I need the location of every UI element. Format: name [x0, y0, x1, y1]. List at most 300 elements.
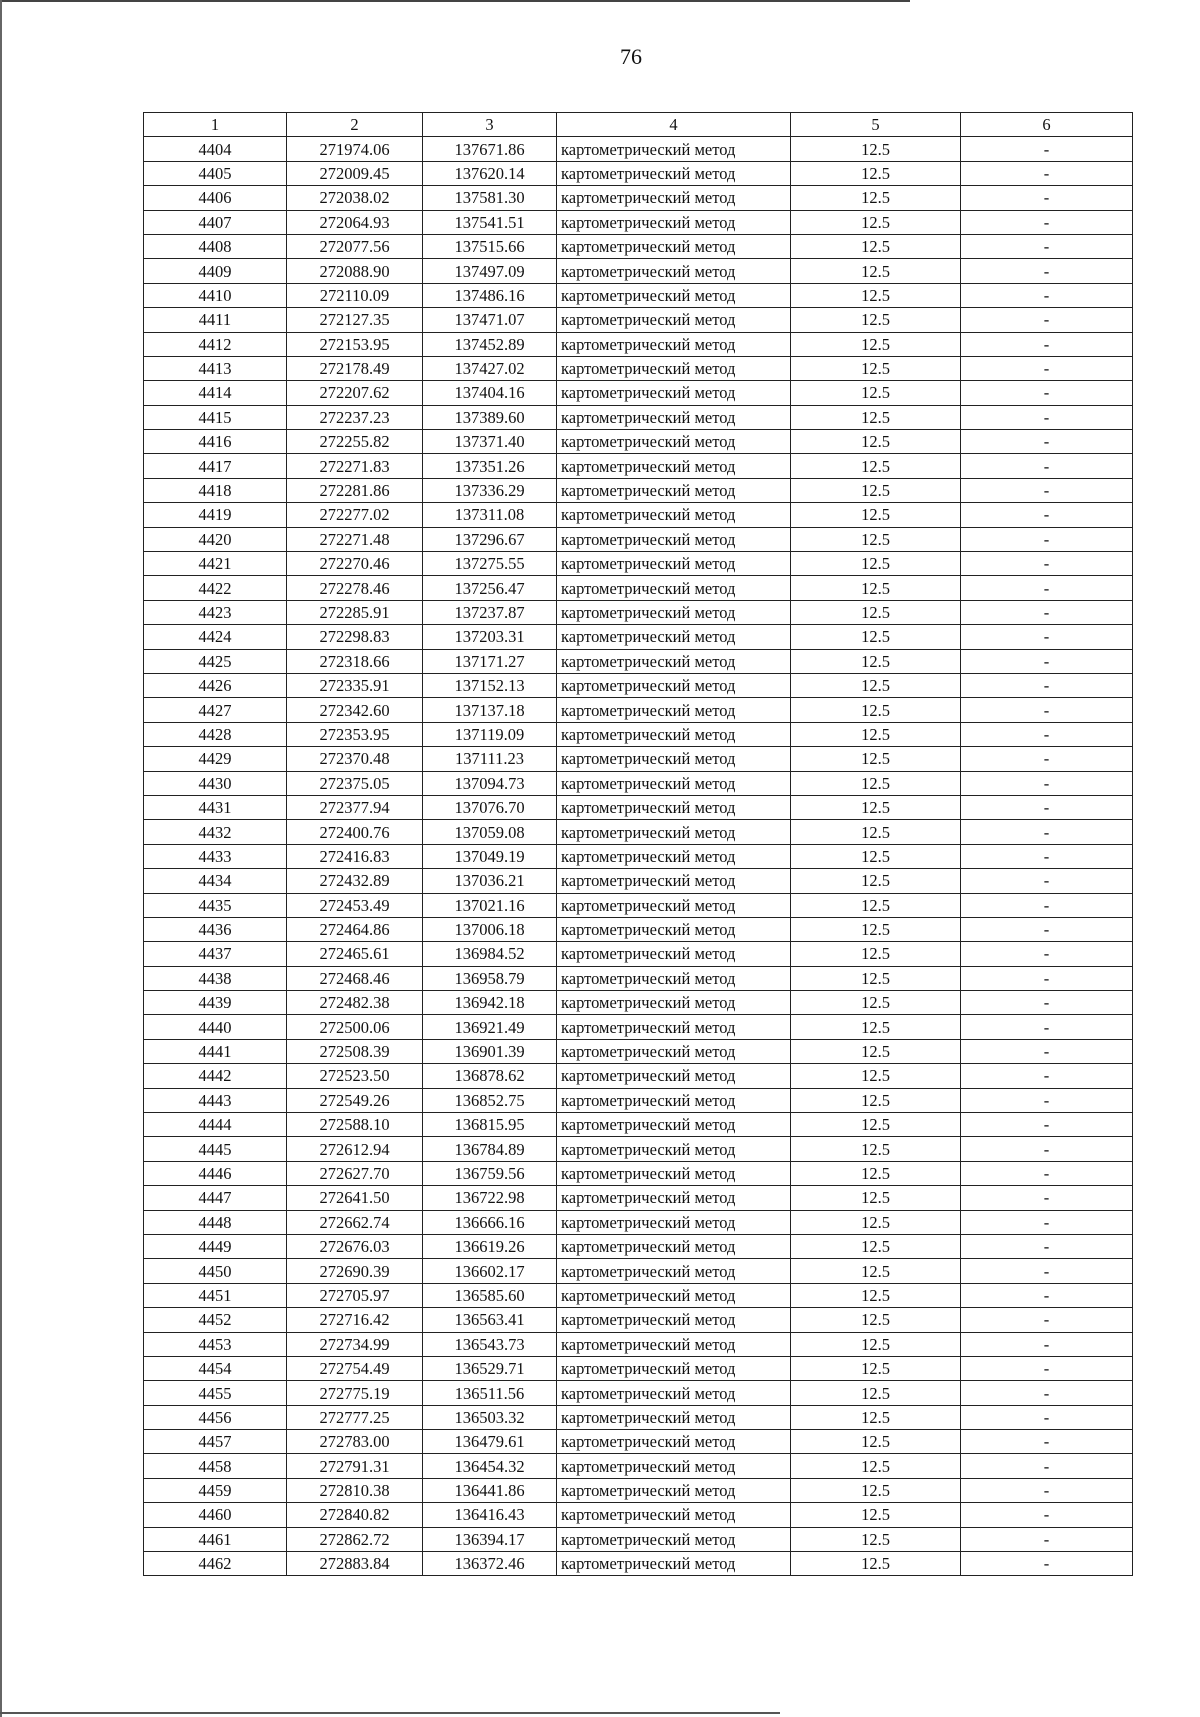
description-cell: - — [961, 1405, 1133, 1429]
table-row — [144, 576, 1133, 600]
y-coordinate-cell: 137137.18 — [423, 698, 557, 722]
description-cell: - — [961, 1161, 1133, 1185]
description-cell: - — [961, 698, 1133, 722]
x-coordinate-cell: 272588.10 — [287, 1113, 423, 1137]
method-cell: картометрический метод — [557, 503, 791, 527]
table-row — [144, 1186, 1133, 1210]
table-row — [144, 1503, 1133, 1527]
scan-edge-left — [0, 0, 2, 1717]
method-cell: картометрический метод — [557, 722, 791, 746]
description-cell: - — [961, 820, 1133, 844]
description-cell: - — [961, 1259, 1133, 1283]
accuracy-cell: 12.5 — [791, 1088, 961, 1112]
column-header-3: 3 — [423, 113, 557, 137]
accuracy-cell: 12.5 — [791, 1454, 961, 1478]
point-number-cell: 4425 — [144, 649, 287, 673]
table-row — [144, 1039, 1133, 1063]
accuracy-cell: 12.5 — [791, 1332, 961, 1356]
x-coordinate-cell: 272270.46 — [287, 552, 423, 576]
accuracy-cell: 12.5 — [791, 308, 961, 332]
method-cell: картометрический метод — [557, 1161, 791, 1185]
method-cell: картометрический метод — [557, 137, 791, 161]
description-cell: - — [961, 844, 1133, 868]
table-row — [144, 161, 1133, 185]
accuracy-cell: 12.5 — [791, 1527, 961, 1551]
accuracy-cell: 12.5 — [791, 1308, 961, 1332]
method-cell: картометрический метод — [557, 186, 791, 210]
x-coordinate-cell: 272734.99 — [287, 1332, 423, 1356]
point-number-cell: 4441 — [144, 1039, 287, 1063]
x-coordinate-cell: 272277.02 — [287, 503, 423, 527]
method-cell: картометрический метод — [557, 1503, 791, 1527]
y-coordinate-cell: 137036.21 — [423, 869, 557, 893]
method-cell: картометрический метод — [557, 1186, 791, 1210]
method-cell: картометрический метод — [557, 747, 791, 771]
method-cell: картометрический метод — [557, 1552, 791, 1576]
y-coordinate-cell: 136759.56 — [423, 1161, 557, 1185]
point-number-cell: 4414 — [144, 381, 287, 405]
method-cell: картометрический метод — [557, 308, 791, 332]
x-coordinate-cell: 272468.46 — [287, 966, 423, 990]
method-cell: картометрический метод — [557, 356, 791, 380]
point-number-cell: 4409 — [144, 259, 287, 283]
page-number: 76 — [620, 44, 642, 69]
accuracy-cell: 12.5 — [791, 161, 961, 185]
table-row — [144, 1527, 1133, 1551]
accuracy-cell: 12.5 — [791, 283, 961, 307]
table-row — [144, 844, 1133, 868]
description-cell: - — [961, 625, 1133, 649]
accuracy-cell: 12.5 — [791, 1210, 961, 1234]
table-row — [144, 795, 1133, 819]
method-cell: картометрический метод — [557, 1113, 791, 1137]
scan-edge-bottom — [0, 1712, 780, 1714]
method-cell: картометрический метод — [557, 917, 791, 941]
method-cell: картометрический метод — [557, 625, 791, 649]
accuracy-cell: 12.5 — [791, 1503, 961, 1527]
accuracy-cell: 12.5 — [791, 844, 961, 868]
column-header-4: 4 — [557, 113, 791, 137]
accuracy-cell: 12.5 — [791, 1113, 961, 1137]
table-body — [144, 137, 1133, 1576]
point-number-cell: 4417 — [144, 454, 287, 478]
y-coordinate-cell: 137119.09 — [423, 722, 557, 746]
description-cell: - — [961, 1332, 1133, 1356]
table-row — [144, 552, 1133, 576]
description-cell: - — [961, 917, 1133, 941]
description-cell: - — [961, 991, 1133, 1015]
description-cell: - — [961, 527, 1133, 551]
description-cell: - — [961, 869, 1133, 893]
method-cell: картометрический метод — [557, 673, 791, 697]
table-row — [144, 1064, 1133, 1088]
point-number-cell: 4424 — [144, 625, 287, 649]
method-cell: картометрический метод — [557, 1430, 791, 1454]
point-number-cell: 4442 — [144, 1064, 287, 1088]
description-cell: - — [961, 722, 1133, 746]
description-cell: - — [961, 1088, 1133, 1112]
method-cell: картометрический метод — [557, 795, 791, 819]
method-cell: картометрический метод — [557, 1381, 791, 1405]
x-coordinate-cell: 272465.61 — [287, 942, 423, 966]
x-coordinate-cell: 272009.45 — [287, 161, 423, 185]
method-cell: картометрический метод — [557, 1015, 791, 1039]
table-row — [144, 600, 1133, 624]
x-coordinate-cell: 272064.93 — [287, 210, 423, 234]
point-number-cell: 4410 — [144, 283, 287, 307]
y-coordinate-cell: 137515.66 — [423, 234, 557, 258]
y-coordinate-cell: 137256.47 — [423, 576, 557, 600]
accuracy-cell: 12.5 — [791, 795, 961, 819]
table-row — [144, 1283, 1133, 1307]
table-row — [144, 1161, 1133, 1185]
table-row — [144, 283, 1133, 307]
description-cell: - — [961, 747, 1133, 771]
table-row — [144, 1015, 1133, 1039]
x-coordinate-cell: 272754.49 — [287, 1356, 423, 1380]
y-coordinate-cell: 137171.27 — [423, 649, 557, 673]
table-row — [144, 234, 1133, 258]
method-cell: картометрический метод — [557, 454, 791, 478]
scan-edge-top — [0, 0, 910, 2]
method-cell: картометрический метод — [557, 1283, 791, 1307]
accuracy-cell: 12.5 — [791, 137, 961, 161]
point-number-cell: 4421 — [144, 552, 287, 576]
y-coordinate-cell: 137006.18 — [423, 917, 557, 941]
method-cell: картометрический метод — [557, 698, 791, 722]
table-row — [144, 137, 1133, 161]
method-cell: картометрический метод — [557, 844, 791, 868]
accuracy-cell: 12.5 — [791, 625, 961, 649]
description-cell: - — [961, 771, 1133, 795]
y-coordinate-cell: 137311.08 — [423, 503, 557, 527]
point-number-cell: 4453 — [144, 1332, 287, 1356]
point-number-cell: 4422 — [144, 576, 287, 600]
accuracy-cell: 12.5 — [791, 527, 961, 551]
x-coordinate-cell: 272641.50 — [287, 1186, 423, 1210]
accuracy-cell: 12.5 — [791, 186, 961, 210]
y-coordinate-cell: 136529.71 — [423, 1356, 557, 1380]
y-coordinate-cell: 136372.46 — [423, 1552, 557, 1576]
description-cell: - — [961, 283, 1133, 307]
method-cell: картометрический метод — [557, 552, 791, 576]
x-coordinate-cell: 272862.72 — [287, 1527, 423, 1551]
method-cell: картометрический метод — [557, 1405, 791, 1429]
y-coordinate-cell: 136454.32 — [423, 1454, 557, 1478]
description-cell: - — [961, 137, 1133, 161]
y-coordinate-cell: 136416.43 — [423, 1503, 557, 1527]
point-number-cell: 4416 — [144, 430, 287, 454]
x-coordinate-cell: 271974.06 — [287, 137, 423, 161]
accuracy-cell: 12.5 — [791, 210, 961, 234]
point-number-cell: 4436 — [144, 917, 287, 941]
description-cell: - — [961, 649, 1133, 673]
point-number-cell: 4450 — [144, 1259, 287, 1283]
description-cell: - — [961, 454, 1133, 478]
method-cell: картометрический метод — [557, 1039, 791, 1063]
accuracy-cell: 12.5 — [791, 747, 961, 771]
description-cell: - — [961, 234, 1133, 258]
y-coordinate-cell: 136619.26 — [423, 1234, 557, 1258]
accuracy-cell: 12.5 — [791, 454, 961, 478]
x-coordinate-cell: 272255.82 — [287, 430, 423, 454]
method-cell: картометрический метод — [557, 1234, 791, 1258]
description-cell: - — [961, 1186, 1133, 1210]
y-coordinate-cell: 136784.89 — [423, 1137, 557, 1161]
description-cell: - — [961, 1039, 1133, 1063]
point-number-cell: 4419 — [144, 503, 287, 527]
y-coordinate-cell: 137497.09 — [423, 259, 557, 283]
table-row — [144, 820, 1133, 844]
accuracy-cell: 12.5 — [791, 1430, 961, 1454]
accuracy-cell: 12.5 — [791, 552, 961, 576]
method-cell: картометрический метод — [557, 1356, 791, 1380]
x-coordinate-cell: 272178.49 — [287, 356, 423, 380]
accuracy-cell: 12.5 — [791, 893, 961, 917]
x-coordinate-cell: 272612.94 — [287, 1137, 423, 1161]
y-coordinate-cell: 137111.23 — [423, 747, 557, 771]
method-cell: картометрический метод — [557, 820, 791, 844]
accuracy-cell: 12.5 — [791, 430, 961, 454]
point-number-cell: 4448 — [144, 1210, 287, 1234]
accuracy-cell: 12.5 — [791, 332, 961, 356]
accuracy-cell: 12.5 — [791, 1283, 961, 1307]
table-row — [144, 722, 1133, 746]
point-number-cell: 4443 — [144, 1088, 287, 1112]
accuracy-cell: 12.5 — [791, 381, 961, 405]
description-cell: - — [961, 1430, 1133, 1454]
description-cell: - — [961, 478, 1133, 502]
point-number-cell: 4455 — [144, 1381, 287, 1405]
x-coordinate-cell: 272840.82 — [287, 1503, 423, 1527]
accuracy-cell: 12.5 — [791, 234, 961, 258]
accuracy-cell: 12.5 — [791, 722, 961, 746]
y-coordinate-cell: 137237.87 — [423, 600, 557, 624]
y-coordinate-cell: 136878.62 — [423, 1064, 557, 1088]
table-row — [144, 332, 1133, 356]
method-cell: картометрический метод — [557, 1454, 791, 1478]
accuracy-cell: 12.5 — [791, 869, 961, 893]
point-number-cell: 4444 — [144, 1113, 287, 1137]
description-cell: - — [961, 1478, 1133, 1502]
x-coordinate-cell: 272237.23 — [287, 405, 423, 429]
accuracy-cell: 12.5 — [791, 966, 961, 990]
x-coordinate-cell: 272318.66 — [287, 649, 423, 673]
point-number-cell: 4438 — [144, 966, 287, 990]
x-coordinate-cell: 272627.70 — [287, 1161, 423, 1185]
x-coordinate-cell: 272281.86 — [287, 478, 423, 502]
x-coordinate-cell: 272278.46 — [287, 576, 423, 600]
y-coordinate-cell: 137336.29 — [423, 478, 557, 502]
method-cell: картометрический метод — [557, 381, 791, 405]
table-row — [144, 1113, 1133, 1137]
table-row — [144, 430, 1133, 454]
column-header-2: 2 — [287, 113, 423, 137]
table-row — [144, 454, 1133, 478]
method-cell: картометрический метод — [557, 1137, 791, 1161]
method-cell: картометрический метод — [557, 1088, 791, 1112]
x-coordinate-cell: 272271.48 — [287, 527, 423, 551]
description-cell: - — [961, 381, 1133, 405]
x-coordinate-cell: 272353.95 — [287, 722, 423, 746]
description-cell: - — [961, 1113, 1133, 1137]
y-coordinate-cell: 136585.60 — [423, 1283, 557, 1307]
point-number-cell: 4451 — [144, 1283, 287, 1307]
y-coordinate-cell: 137076.70 — [423, 795, 557, 819]
description-cell: - — [961, 795, 1133, 819]
x-coordinate-cell: 272662.74 — [287, 1210, 423, 1234]
point-number-cell: 4431 — [144, 795, 287, 819]
method-cell: картометрический метод — [557, 1259, 791, 1283]
description-cell: - — [961, 1137, 1133, 1161]
y-coordinate-cell: 137203.31 — [423, 625, 557, 649]
accuracy-cell: 12.5 — [791, 1039, 961, 1063]
table-row — [144, 1430, 1133, 1454]
x-coordinate-cell: 272400.76 — [287, 820, 423, 844]
accuracy-cell: 12.5 — [791, 600, 961, 624]
x-coordinate-cell: 272127.35 — [287, 308, 423, 332]
description-cell: - — [961, 576, 1133, 600]
x-coordinate-cell: 272285.91 — [287, 600, 423, 624]
accuracy-cell: 12.5 — [791, 1381, 961, 1405]
method-cell: картометрический метод — [557, 234, 791, 258]
x-coordinate-cell: 272088.90 — [287, 259, 423, 283]
description-cell: - — [961, 503, 1133, 527]
y-coordinate-cell: 136479.61 — [423, 1430, 557, 1454]
table-row — [144, 966, 1133, 990]
x-coordinate-cell: 272453.49 — [287, 893, 423, 917]
table-row — [144, 673, 1133, 697]
y-coordinate-cell: 136441.86 — [423, 1478, 557, 1502]
description-cell: - — [961, 1210, 1133, 1234]
table-header — [144, 113, 1133, 137]
point-number-cell: 4404 — [144, 137, 287, 161]
x-coordinate-cell: 272777.25 — [287, 1405, 423, 1429]
table-row — [144, 917, 1133, 941]
x-coordinate-cell: 272883.84 — [287, 1552, 423, 1576]
point-number-cell: 4449 — [144, 1234, 287, 1258]
table-row — [144, 1332, 1133, 1356]
table-row — [144, 771, 1133, 795]
table-row — [144, 405, 1133, 429]
accuracy-cell: 12.5 — [791, 1478, 961, 1502]
table-row — [144, 991, 1133, 1015]
description-cell: - — [961, 600, 1133, 624]
y-coordinate-cell: 137094.73 — [423, 771, 557, 795]
x-coordinate-cell: 272705.97 — [287, 1283, 423, 1307]
table-row — [144, 1405, 1133, 1429]
y-coordinate-cell: 137275.55 — [423, 552, 557, 576]
point-number-cell: 4405 — [144, 161, 287, 185]
method-cell: картометрический метод — [557, 405, 791, 429]
table-row — [144, 1381, 1133, 1405]
description-cell: - — [961, 942, 1133, 966]
x-coordinate-cell: 272416.83 — [287, 844, 423, 868]
point-number-cell: 4457 — [144, 1430, 287, 1454]
accuracy-cell: 12.5 — [791, 1064, 961, 1088]
description-cell: - — [961, 1454, 1133, 1478]
accuracy-cell: 12.5 — [791, 405, 961, 429]
x-coordinate-cell: 272377.94 — [287, 795, 423, 819]
point-number-cell: 4460 — [144, 1503, 287, 1527]
point-number-cell: 4408 — [144, 234, 287, 258]
y-coordinate-cell: 136563.41 — [423, 1308, 557, 1332]
y-coordinate-cell: 136942.18 — [423, 991, 557, 1015]
method-cell: картометрический метод — [557, 1210, 791, 1234]
method-cell: картометрический метод — [557, 966, 791, 990]
y-coordinate-cell: 136815.95 — [423, 1113, 557, 1137]
method-cell: картометрический метод — [557, 1332, 791, 1356]
table-row — [144, 1308, 1133, 1332]
table-row — [144, 259, 1133, 283]
method-cell: картометрический метод — [557, 893, 791, 917]
point-number-cell: 4413 — [144, 356, 287, 380]
table-row — [144, 1088, 1133, 1112]
accuracy-cell: 12.5 — [791, 991, 961, 1015]
x-coordinate-cell: 272775.19 — [287, 1381, 423, 1405]
method-cell: картометрический метод — [557, 527, 791, 551]
x-coordinate-cell: 272271.83 — [287, 454, 423, 478]
y-coordinate-cell: 136511.56 — [423, 1381, 557, 1405]
x-coordinate-cell: 272153.95 — [287, 332, 423, 356]
accuracy-cell: 12.5 — [791, 1259, 961, 1283]
description-cell: - — [961, 1503, 1133, 1527]
table-row — [144, 1454, 1133, 1478]
description-cell: - — [961, 332, 1133, 356]
method-cell: картометрический метод — [557, 1478, 791, 1502]
y-coordinate-cell: 137404.16 — [423, 381, 557, 405]
point-number-cell: 4432 — [144, 820, 287, 844]
point-number-cell: 4458 — [144, 1454, 287, 1478]
description-cell: - — [961, 966, 1133, 990]
y-coordinate-cell: 137296.67 — [423, 527, 557, 551]
description-cell: - — [961, 161, 1133, 185]
x-coordinate-cell: 272690.39 — [287, 1259, 423, 1283]
description-cell: - — [961, 1283, 1133, 1307]
point-number-cell: 4412 — [144, 332, 287, 356]
y-coordinate-cell: 137486.16 — [423, 283, 557, 307]
table-row — [144, 1478, 1133, 1502]
method-cell: картометрический метод — [557, 771, 791, 795]
point-number-cell: 4439 — [144, 991, 287, 1015]
y-coordinate-cell: 137371.40 — [423, 430, 557, 454]
y-coordinate-cell: 136666.16 — [423, 1210, 557, 1234]
y-coordinate-cell: 137452.89 — [423, 332, 557, 356]
description-cell: - — [961, 1234, 1133, 1258]
y-coordinate-cell: 137620.14 — [423, 161, 557, 185]
x-coordinate-cell: 272783.00 — [287, 1430, 423, 1454]
point-number-cell: 4433 — [144, 844, 287, 868]
point-number-cell: 4428 — [144, 722, 287, 746]
x-coordinate-cell: 272298.83 — [287, 625, 423, 649]
table-row — [144, 649, 1133, 673]
table-row — [144, 1356, 1133, 1380]
y-coordinate-cell: 137021.16 — [423, 893, 557, 917]
point-number-cell: 4459 — [144, 1478, 287, 1502]
x-coordinate-cell: 272810.38 — [287, 1478, 423, 1502]
x-coordinate-cell: 272464.86 — [287, 917, 423, 941]
y-coordinate-cell: 137351.26 — [423, 454, 557, 478]
method-cell: картометрический метод — [557, 942, 791, 966]
column-header-1: 1 — [144, 113, 287, 137]
table-row — [144, 1137, 1133, 1161]
point-number-cell: 4407 — [144, 210, 287, 234]
point-number-cell: 4461 — [144, 1527, 287, 1551]
x-coordinate-cell: 272508.39 — [287, 1039, 423, 1063]
y-coordinate-cell: 137541.51 — [423, 210, 557, 234]
table-row — [144, 186, 1133, 210]
accuracy-cell: 12.5 — [791, 1015, 961, 1039]
